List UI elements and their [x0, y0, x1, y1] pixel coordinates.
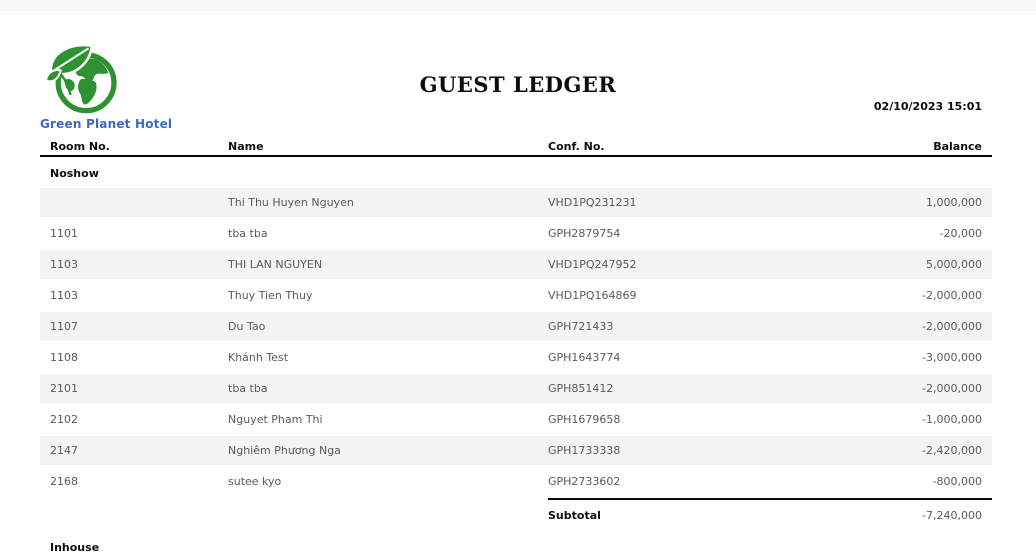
cell-name: THI LAN NGUYEN: [228, 258, 323, 271]
subtotal-row: [548, 498, 992, 531]
cell-conf: VHD1PQ164869: [548, 289, 637, 302]
cell-conf: GPH851412: [548, 382, 614, 395]
table-row: [40, 281, 992, 310]
table-header-row: [40, 140, 992, 157]
page-title: GUEST LEDGER: [419, 72, 617, 97]
column-header-balance: Balance: [933, 140, 982, 153]
cell-balance: -1,000,000: [922, 413, 982, 426]
table-row: [40, 188, 992, 217]
hotel-name: Green Planet Hotel: [40, 117, 173, 131]
table-row: [40, 250, 992, 279]
cell-conf: GPH1643774: [548, 351, 621, 364]
cell-name: Nghiêm Phương Nga: [228, 444, 341, 457]
subtotal-value: -7,240,000: [922, 509, 982, 522]
cell-conf: GPH2733602: [548, 475, 621, 488]
cell-conf: GPH1679658: [548, 413, 621, 426]
cell-conf: VHD1PQ247952: [548, 258, 637, 271]
subtotal-label: Subtotal: [548, 509, 601, 522]
cell-balance: -2,420,000: [922, 444, 982, 457]
cell-room: 1107: [50, 320, 78, 333]
report-datetime: 02/10/2023 15:01: [873, 100, 982, 113]
cell-name: tba tba: [228, 382, 268, 395]
cell-conf: GPH2879754: [548, 227, 621, 240]
cell-name: Khánh Test: [228, 351, 289, 364]
table-row: [40, 374, 992, 403]
table-row: [40, 343, 992, 372]
cell-name: Nguyet Pham Thi: [228, 413, 323, 426]
cell-name: sutee kyo: [228, 475, 282, 488]
cell-balance: -2,000,000: [922, 320, 982, 333]
column-header-conf: Conf. No.: [548, 140, 605, 153]
cell-room: 1101: [50, 227, 78, 240]
cell-balance: -3,000,000: [922, 351, 982, 364]
table-row: [40, 467, 992, 496]
cell-name: Thi Thu Huyen Nguyen: [228, 196, 354, 209]
column-header-name: Name: [228, 140, 264, 153]
table-row: [40, 219, 992, 248]
top-strip: [0, 0, 1036, 11]
cell-room: 2147: [50, 444, 78, 457]
table-row: [40, 312, 992, 341]
cell-room: 2102: [50, 413, 78, 426]
cell-balance: -2,000,000: [922, 382, 982, 395]
cell-balance: -800,000: [932, 475, 982, 488]
table-row: [40, 405, 992, 434]
cell-conf: GPH721433: [548, 320, 614, 333]
cell-conf: GPH1733338: [548, 444, 621, 457]
guest-ledger-table: [40, 140, 992, 555]
cell-name: tba tba: [228, 227, 268, 240]
column-header-room: Room No.: [50, 140, 110, 153]
cell-name: Du Tao: [228, 320, 266, 333]
section-label: Noshow: [50, 167, 99, 180]
cell-room: 2168: [50, 475, 78, 488]
cell-balance: 5,000,000: [926, 258, 982, 271]
cell-room: 1108: [50, 351, 78, 364]
cell-conf: VHD1PQ231231: [548, 196, 637, 209]
table-body: [40, 157, 992, 555]
table-row: [40, 436, 992, 465]
cell-balance: -20,000: [939, 227, 982, 240]
cell-name: Thuy Tien Thuy: [228, 289, 313, 302]
cell-room: 1103: [50, 258, 78, 271]
cell-room: 2101: [50, 382, 78, 395]
cell-balance: 1,000,000: [926, 196, 982, 209]
cell-balance: -2,000,000: [922, 289, 982, 302]
cell-room: 1103: [50, 289, 78, 302]
section-label: Inhouse: [50, 541, 100, 554]
